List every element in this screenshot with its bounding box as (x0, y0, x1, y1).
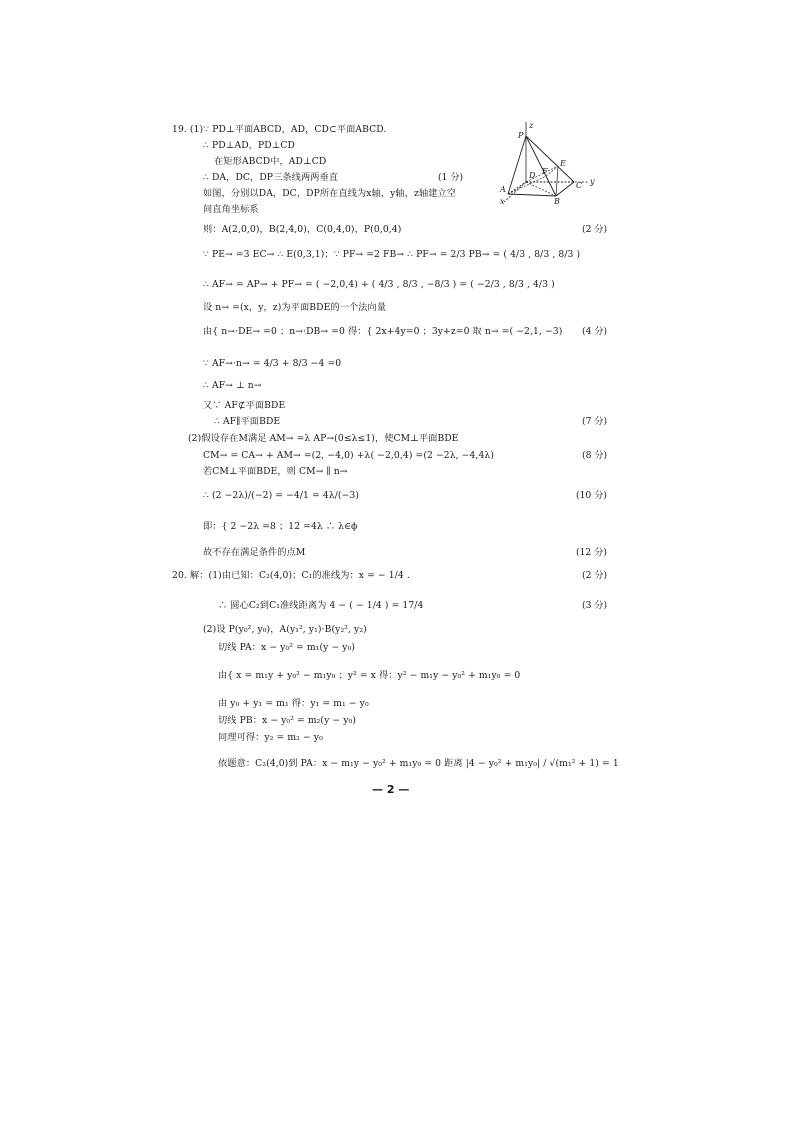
label-F: F (542, 167, 548, 176)
label-A: A (500, 185, 506, 194)
q20-line-8: 同理可得：y₂ = m₂ − y₀ (218, 732, 323, 743)
q19-line-4: ∴ DA，DC，DP三条线两两垂直 (203, 172, 339, 183)
q19-line-19: ∴ (2 −2λ)/(−2) = −4/1 = 4λ/(−3) (203, 490, 360, 501)
q20-line-1: 20. 解：(1)由已知：C₂(4,0)；C₁的准线为：x = − 1/4 . (172, 570, 410, 581)
score-4: (4 分) (582, 326, 608, 337)
label-B: B (554, 197, 560, 206)
q19-line-21: 故不存在满足条件的点M (203, 547, 306, 558)
label-y: y (590, 177, 595, 186)
score-10: (10 分) (576, 490, 607, 501)
q19-line-3: 在矩形ABCD中，AD⊥CD (214, 156, 327, 167)
label-x: x (500, 197, 505, 206)
q19-line-15: ∴ AF∥平面BDE (214, 416, 281, 427)
q19-line-5: 如图，分别以DA，DC，DP所在直线为x轴，y轴，z轴建立空 (203, 188, 457, 199)
q19-line-6: 间直角坐标系 (203, 204, 259, 215)
q20-line-4: 切线 PA：x − y₀² = m₁(y − y₀) (218, 642, 356, 653)
q20-line-9: 依题意：C₂(4,0)到 PA：x − m₁y − y₀² + m₁y₀ = 0 距离 |4 − y₀² + m₁y₀| / √(m₁² + 1) = 1 (218, 758, 619, 769)
q19-line-12: ∵ AF→·n→ = 4/3 + 8/3 −4 =0 (203, 358, 342, 369)
q20-line-6: 由 y₀ + y₁ = m₁ 得：y₁ = m₁ − y₀ (218, 698, 369, 709)
q20-line-3: (2)设 P(y₀², y₀)，A(y₁², y₁)·B(y₂², y₂) (203, 624, 367, 635)
q19-line-18: 若CM⊥平面BDE，则 CM→ ∥ n→ (203, 466, 348, 477)
score-1: (1 分) (438, 172, 464, 183)
q19-line-16: (2)假设存在M满足 AM→ =λ AP→(0≤λ≤1)，使CM⊥平面BDE (188, 433, 459, 444)
score-20-2: (3 分) (582, 600, 608, 611)
q20-line-2: ∴ 圆心C₂到C₁准线距离为 4 − ( − 1/4 ) = 17/4 (218, 600, 424, 611)
label-P: P (518, 131, 524, 140)
q19-line-7: 则：A(2,0,0)，B(2,4,0)，C(0,4,0)，P(0,0,4) (203, 224, 402, 235)
score-8: (8 分) (582, 450, 608, 461)
q19-line-20: 即：{ 2 −2λ =8 ；12 =4λ ∴ λ∈ϕ (203, 521, 358, 532)
score-12: (12 分) (576, 547, 607, 558)
label-z: z (529, 121, 534, 130)
score-7: (7 分) (582, 416, 608, 427)
q19-line-8: ∵ PE→ =3 EC→ ∴ E(0,3,1)；∵ PF→ =2 FB→ ∴ PF→ = 2/3 PB→ = ( 4/3 , 8/3 , 8/3 ) (203, 249, 581, 260)
page-number: — 2 — (372, 783, 410, 796)
q20-line-5: 由{ x = m₁y + y₀² − m₁y₀ ；y² = x 得：y² − m₁y − y₀² + m₁y₀ = 0 (218, 670, 521, 681)
label-C: C (576, 181, 583, 190)
q19-line-9: ∴ AF→ = AP→ + PF→ = ( −2,0,4) + ( 4/3 , 8/3 , −8/3 ) = ( −2/3 , 8/3 , 4/3 ) (203, 279, 555, 290)
q19-line-1: 19. (1)∵ PD⊥平面ABCD，AD，CD⊂平面ABCD. (172, 124, 387, 135)
q19-line-11: 由{ n→·DE→ =0 ；n→·DB→ =0 得：{ 2x+4y=0 ；3y+z=0 取 n→ =( −2,1, −3) (203, 326, 563, 337)
q20-line-7: 切线 PB：x − y₀² = m₂(y − y₀) (218, 715, 356, 726)
q19-line-10: 设 n→ =(x，y，z)为平面BDE的一个法向量 (203, 302, 387, 313)
label-D: D (529, 171, 536, 180)
q19-line-14: 又∵ AF⊄平面BDE (203, 400, 286, 411)
q19-line-2: ∴ PD⊥AD，PD⊥CD (203, 140, 296, 151)
label-E: E (560, 159, 566, 168)
q19-line-13: ∴ AF→ ⊥ n→ (203, 380, 262, 391)
score-20-1: (2 分) (582, 570, 608, 581)
score-2: (2 分) (582, 224, 608, 235)
q19-line-17: CM→ = CA→ + AM→ =(2, −4,0) +λ( −2,0,4) =(2 −2λ, −4,4λ) (203, 450, 494, 461)
pyramid-coordinate-figure (492, 120, 610, 206)
